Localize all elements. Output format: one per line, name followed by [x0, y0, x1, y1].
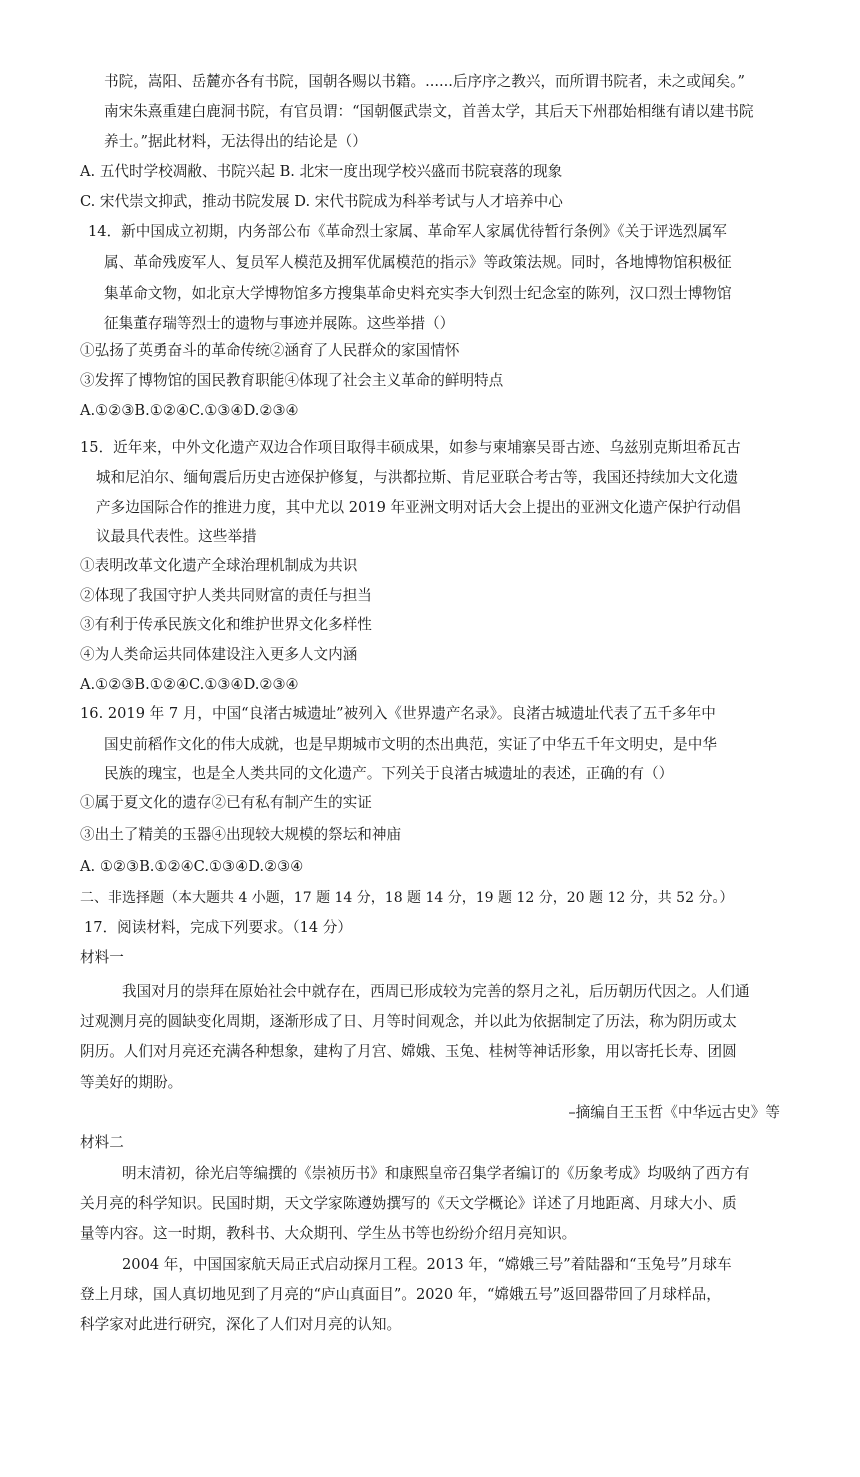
q13-stem-line-1: 书院，嵩阳、岳麓亦各有书院，国朝各赐以书籍。......后序序之教兴，而所谓书院者，未之或闻矣。”	[104, 73, 745, 90]
q13-stem-line-3: 养士。”据此材料，无法得出的结论是（）	[104, 133, 367, 150]
q17-material-2-line-5: 登上月球，国人真切地见到了月亮的“庐山真面目”。2020 年，“嫦娥五号”返回器带回了月球样品，	[80, 1286, 721, 1303]
q16-stem-line-3: 民族的瑰宝，也是全人类共同的文化遗产。下列关于良渚古城遗址的表述，正确的有（）	[104, 765, 674, 782]
q17-material-1-line-2: 过观测月亮的圆缺变化周期，逐渐形成了日、月等时间观念，并以此为依据制定了历法，称为阴历或太	[80, 1013, 737, 1030]
q17-material-2-line-2: 关月亮的科学知识。民国时期，天文学家陈遵妫撰写的《天文学概论》详述了月地距离、月球大小、质	[80, 1195, 737, 1212]
q17-material-2-line-4: 2004 年，中国国家航天局正式启动探月工程。2013 年，“嫦娥三号”着陆器和“玉兔号”月球车	[122, 1256, 732, 1273]
q17-material-1-label: 材料一	[80, 949, 124, 966]
q15-statement-4: ④为人类命运共同体建设注入更多人文内涵	[80, 646, 358, 663]
q15-answer-options: A.①②③B.①②④C.①③④D.②③④	[80, 676, 299, 693]
q16-statements-1-2: ①属于夏文化的遗存②已有私有制产生的实证	[80, 794, 372, 811]
q17-material-2-line-6: 科学家对此进行研究，深化了人们对月亮的认知。	[80, 1316, 402, 1333]
q17-material-2-line-1: 明末清初，徐光启等编撰的《崇祯历书》和康熙皇帝召集学者编订的《历象考成》均吸纳了西方有	[122, 1165, 750, 1182]
q15-statement-3: ③有利于传承民族文化和维护世界文化多样性	[80, 616, 372, 633]
q17-material-1-line-3: 阴历。人们对月亮还充满各种想象，建构了月宫、嫦娥、玉兔、桂树等神话形象，用以寄托长寿、团圆	[80, 1043, 737, 1060]
q14-statements-1-2: ①弘扬了英勇奋斗的革命传统②涵育了人民群众的家国情怀	[80, 342, 460, 359]
q17-material-1-line-1: 我国对月的崇拜在原始社会中就存在，西周已形成较为完善的祭月之礼，后历朝历代因之。人们通	[122, 983, 750, 1000]
q15-stem-line-3: 产多边国际合作的推进力度，其中尤以 2019 年亚洲文明对话大会上提出的亚洲文化遗产保护行动倡	[96, 499, 741, 516]
q16-answer-options: A. ①②③B.①②④C.①③④D.②③④	[80, 858, 304, 875]
q16-statements-3-4: ③出土了精美的玉器④出现较大规模的祭坛和神庙	[80, 826, 402, 843]
q14-answer-options: A.①②③B.①②④C.①③④D.②③④	[80, 402, 299, 419]
q16-stem-line-2: 国史前稻作文化的伟大成就，也是早期城市文明的杰出典范，实证了中华五千年文明史，是中华	[104, 736, 717, 753]
q15-stem-line-1: 15．近年来，中外文化遗产双边合作项目取得丰硕成果，如参与柬埔寨吴哥古迹、乌兹别克斯坦希瓦古	[80, 439, 741, 456]
q17-material-2-label: 材料二	[80, 1134, 124, 1151]
q17-material-1-line-4: 等美好的期盼。	[80, 1074, 183, 1091]
q13-options-ab: A. 五代时学校凋敝、书院兴起 B. 北宋一度出现学校兴盛而书院衰落的现象	[80, 163, 563, 180]
q17-title: 17．阅读材料，完成下列要求。（14 分）	[84, 919, 352, 936]
q15-statement-2: ②体现了我国守护人类共同财富的责任与担当	[80, 587, 372, 604]
section-2-heading: 二、非选择题（本大题共 4 小题，17 题 14 分，18 题 14 分，19 题 12 分，20 题 12 分，共 52 分。）	[80, 890, 734, 906]
q14-statements-3-4: ③发挥了博物馆的国民教育职能④体现了社会主义革命的鲜明特点	[80, 372, 504, 389]
q16-stem-line-1: 16. 2019 年 7 月，中国“良渚古城遗址”被列入《世界遗产名录》。良渚古城遗址代表了五千多年中	[80, 705, 716, 722]
q13-options-cd: C. 宋代崇文抑武，推动书院发展 D. 宋代书院成为科举考试与人才培养中心	[80, 193, 563, 210]
q15-stem-line-4: 议最具代表性。这些举措	[96, 528, 257, 545]
q13-stem-line-2: 南宋朱熹重建白鹿洞书院，有官员谓：“国朝偃武崇文，首善太学，其后天下州郡始相继有请以建书院	[104, 103, 754, 120]
q14-stem-line-3: 集革命文物，如北京大学博物馆多方搜集革命史料充实李大钊烈士纪念室的陈列，汉口烈士博物馆	[104, 285, 732, 302]
q15-statement-1: ①表明改革文化遗产全球治理机制成为共识	[80, 557, 358, 574]
q14-stem-line-4: 征集董存瑞等烈士的遗物与事迹并展陈。这些举措（）	[104, 315, 455, 332]
q14-stem-line-1: 14．新中国成立初期，内务部公布《革命烈士家属、革命军人家属优待暂行条例》《关于评选烈属军	[88, 223, 727, 240]
q17-material-1-source: –摘编自王玉哲《中华远古史》等	[568, 1104, 780, 1121]
q14-stem-line-2: 属、革命残废军人、复员军人模范及拥军优属模范的指示》等政策法规。同时，各地博物馆积极征	[104, 254, 732, 271]
q17-material-2-line-3: 量等内容。这一时期，教科书、大众期刊、学生丛书等也纷纷介绍月亮知识。	[80, 1225, 577, 1242]
q15-stem-line-2: 城和尼泊尔、缅甸震后历史古迹保护修复，与洪都拉斯、肯尼亚联合考古等，我国还持续加大文化遗	[96, 469, 739, 486]
